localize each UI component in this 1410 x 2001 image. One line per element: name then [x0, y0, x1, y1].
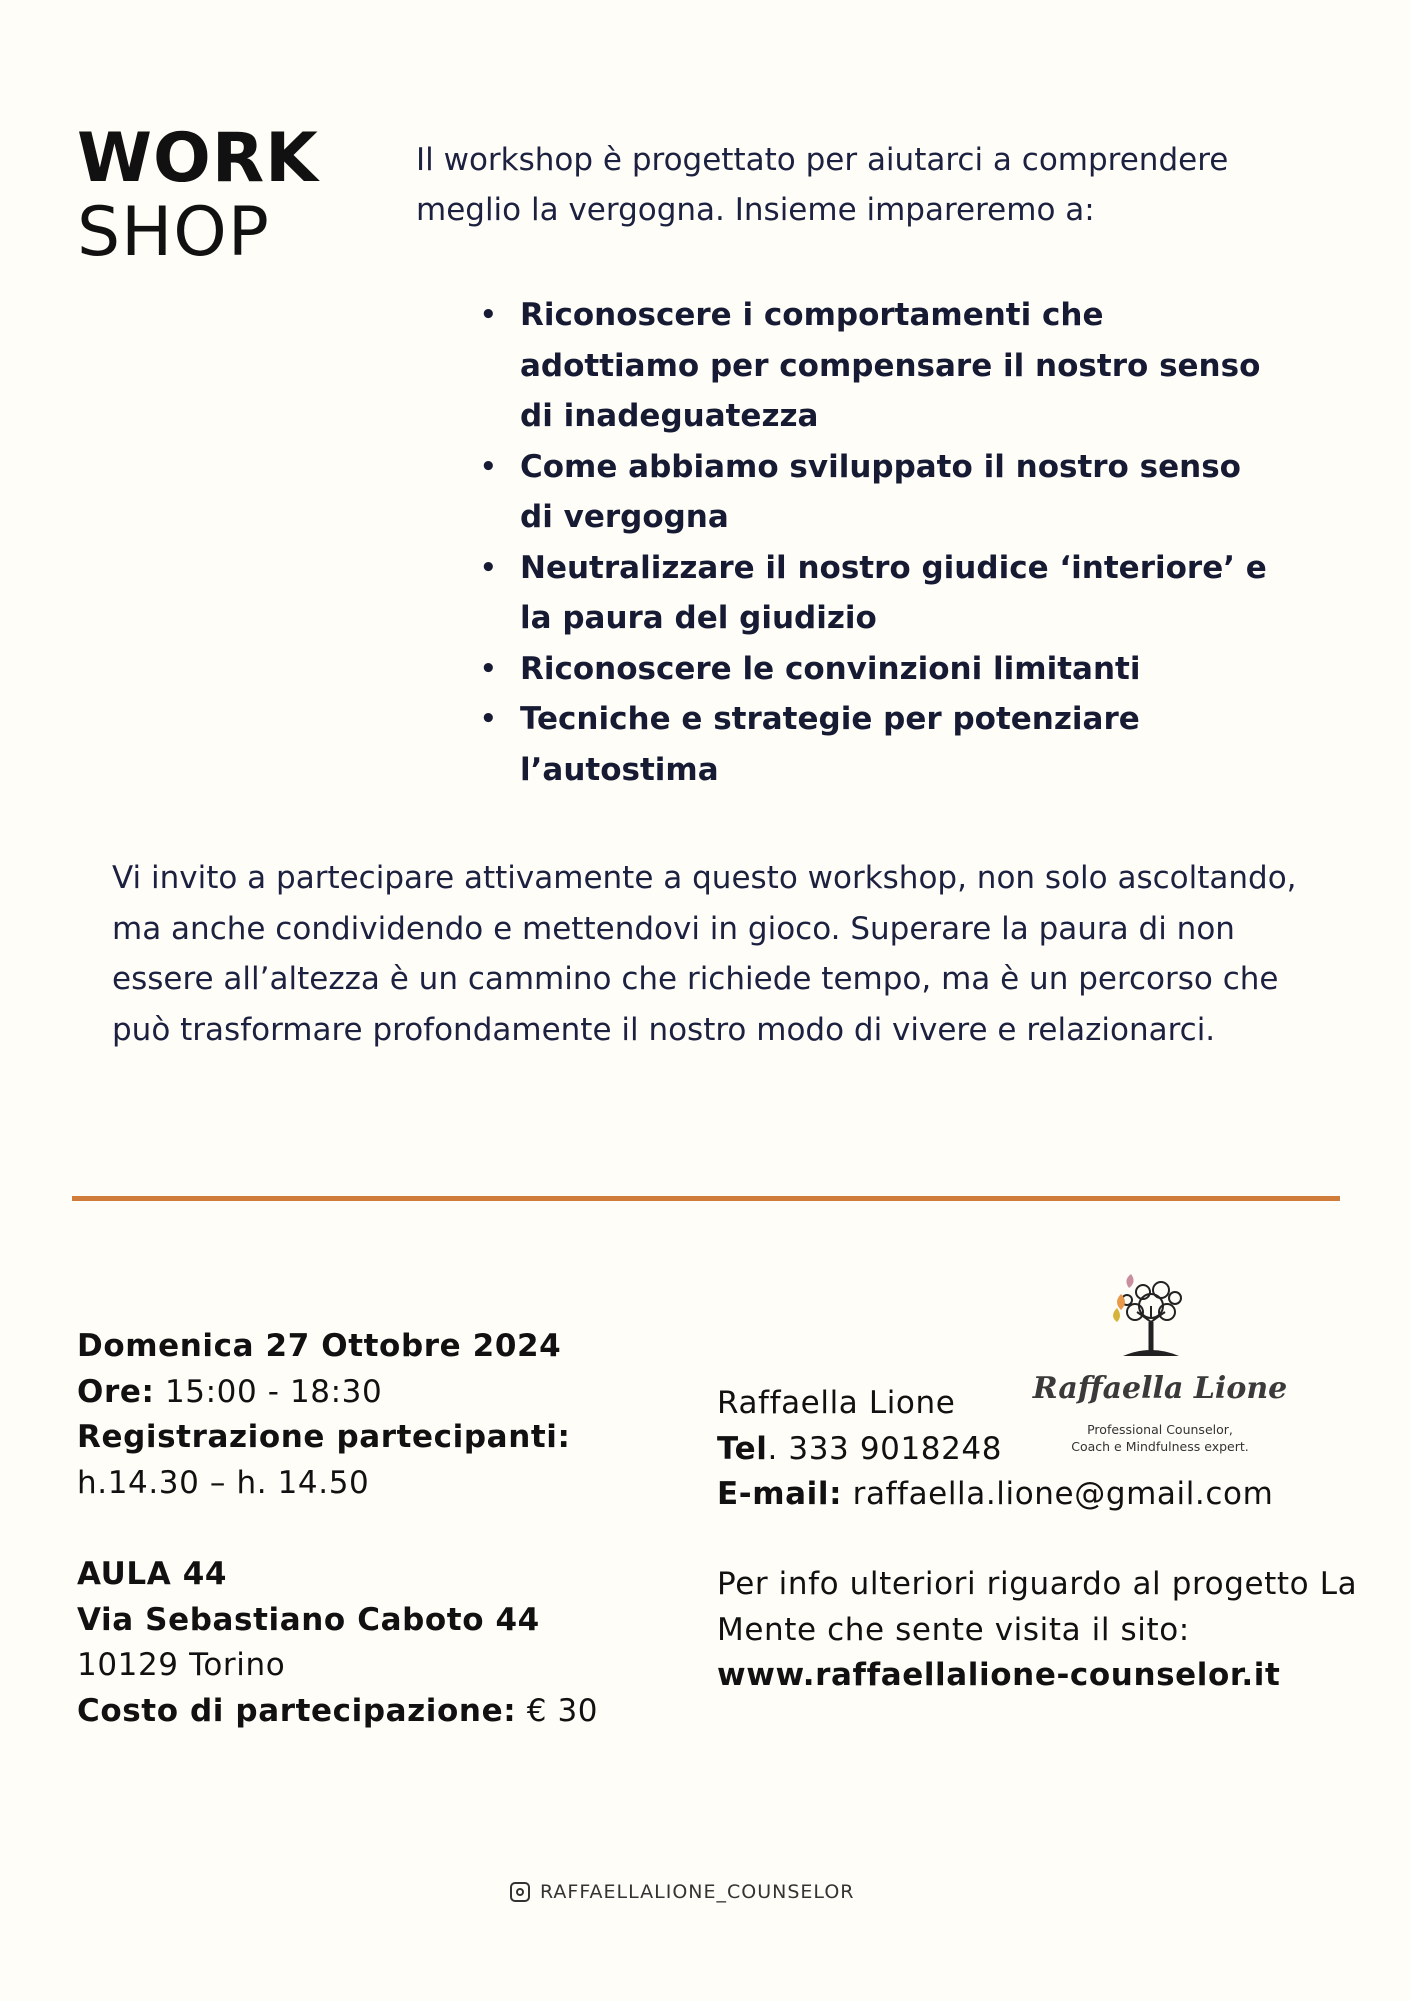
section-divider	[72, 1196, 1340, 1201]
list-item-text: Tecniche e strategie per potenziare l’autostima	[520, 701, 1140, 788]
time-value: 15:00 - 18:30	[164, 1373, 383, 1410]
list-item-text: Riconoscere le convinzioni limitanti	[520, 650, 1141, 687]
list-item	[480, 644, 1280, 695]
registration-value: h.14.30 – h. 14.50	[77, 1464, 370, 1501]
email-link[interactable]: raffaella.lione@gmail.com	[852, 1476, 1274, 1512]
logo-subtitle-line: Professional Counselor,	[1087, 1422, 1233, 1437]
contact-details	[717, 1381, 1377, 1518]
list-item-text: Riconoscere i comportamenti che adottiamo per compensare il nostro senso di inadeguatezza	[520, 297, 1261, 434]
list-item	[480, 290, 1280, 442]
instagram-footer[interactable]	[510, 1881, 854, 1903]
intro-text: Il workshop è progettato per aiutarci a comprendere meglio la vergogna. Insieme impareremo a:	[416, 142, 1229, 228]
instagram-icon	[510, 1882, 530, 1902]
title-line-work: WORK	[77, 119, 319, 198]
list-item	[480, 442, 1280, 543]
title-line-shop: SHOP	[77, 193, 270, 272]
venue-city: 10129 Torino	[77, 1647, 286, 1683]
more-info	[717, 1562, 1377, 1699]
list-item-text: Come abbiamo sviluppato il nostro senso di vergogna	[520, 448, 1241, 535]
tree-logo-icon	[1103, 1272, 1199, 1358]
bullet-icon: •	[480, 704, 497, 734]
logo-subtitle-line: Coach e Mindfulness expert.	[1071, 1439, 1249, 1454]
venue-street: Via Sebastiano Caboto 44	[77, 1601, 540, 1638]
workshop-title	[77, 119, 319, 272]
bullet-icon: •	[480, 300, 497, 330]
bullet-icon: •	[480, 451, 497, 482]
tel-label: Tel	[717, 1430, 768, 1467]
venue-name: AULA 44	[77, 1556, 228, 1592]
contact-name: Raffaella Lione	[717, 1385, 956, 1421]
invitation-paragraph: Vi invito a partecipare attivamente a questo workshop, non solo ascoltando, ma anche condividendo e mettendovi in gioco. Superare la paura di non essere all’altezza è un cammino che richiede tempo, ma è un percorso che può trasformare profondamente il nostro modo di vivere e relazionarci.	[112, 860, 1297, 1048]
registration-label: Registrazione partecipanti:	[77, 1419, 571, 1455]
bullet-icon: •	[480, 653, 497, 684]
list-item	[480, 543, 1280, 644]
cost-label: Costo di partecipazione:	[77, 1692, 517, 1729]
more-info-text: Per info ulteriori riguardo al progetto La Mente che sente visita il sito:	[717, 1566, 1358, 1648]
email-label: E-mail:	[717, 1476, 843, 1512]
cost-value: € 30	[526, 1692, 599, 1729]
website-link[interactable]: www.raffaellalione-counselor.it	[717, 1657, 1281, 1693]
event-date: Domenica 27 Ottobre 2024	[77, 1328, 562, 1364]
instagram-handle: RAFFAELLALIONE_COUNSELOR	[540, 1881, 855, 1903]
event-details	[77, 1324, 697, 1506]
list-item	[480, 694, 1280, 795]
list-item-text: Neutralizzare il nostro giudice ‘interiore’ e la paura del giudizio	[520, 549, 1267, 636]
tel-value[interactable]: . 333 9018248	[767, 1430, 1003, 1467]
venue-details	[77, 1552, 697, 1734]
bullet-icon: •	[480, 552, 497, 583]
logo-name: Raffaella Lione	[1032, 1371, 1288, 1406]
topics-list	[480, 290, 1280, 795]
time-label: Ore:	[77, 1373, 155, 1410]
